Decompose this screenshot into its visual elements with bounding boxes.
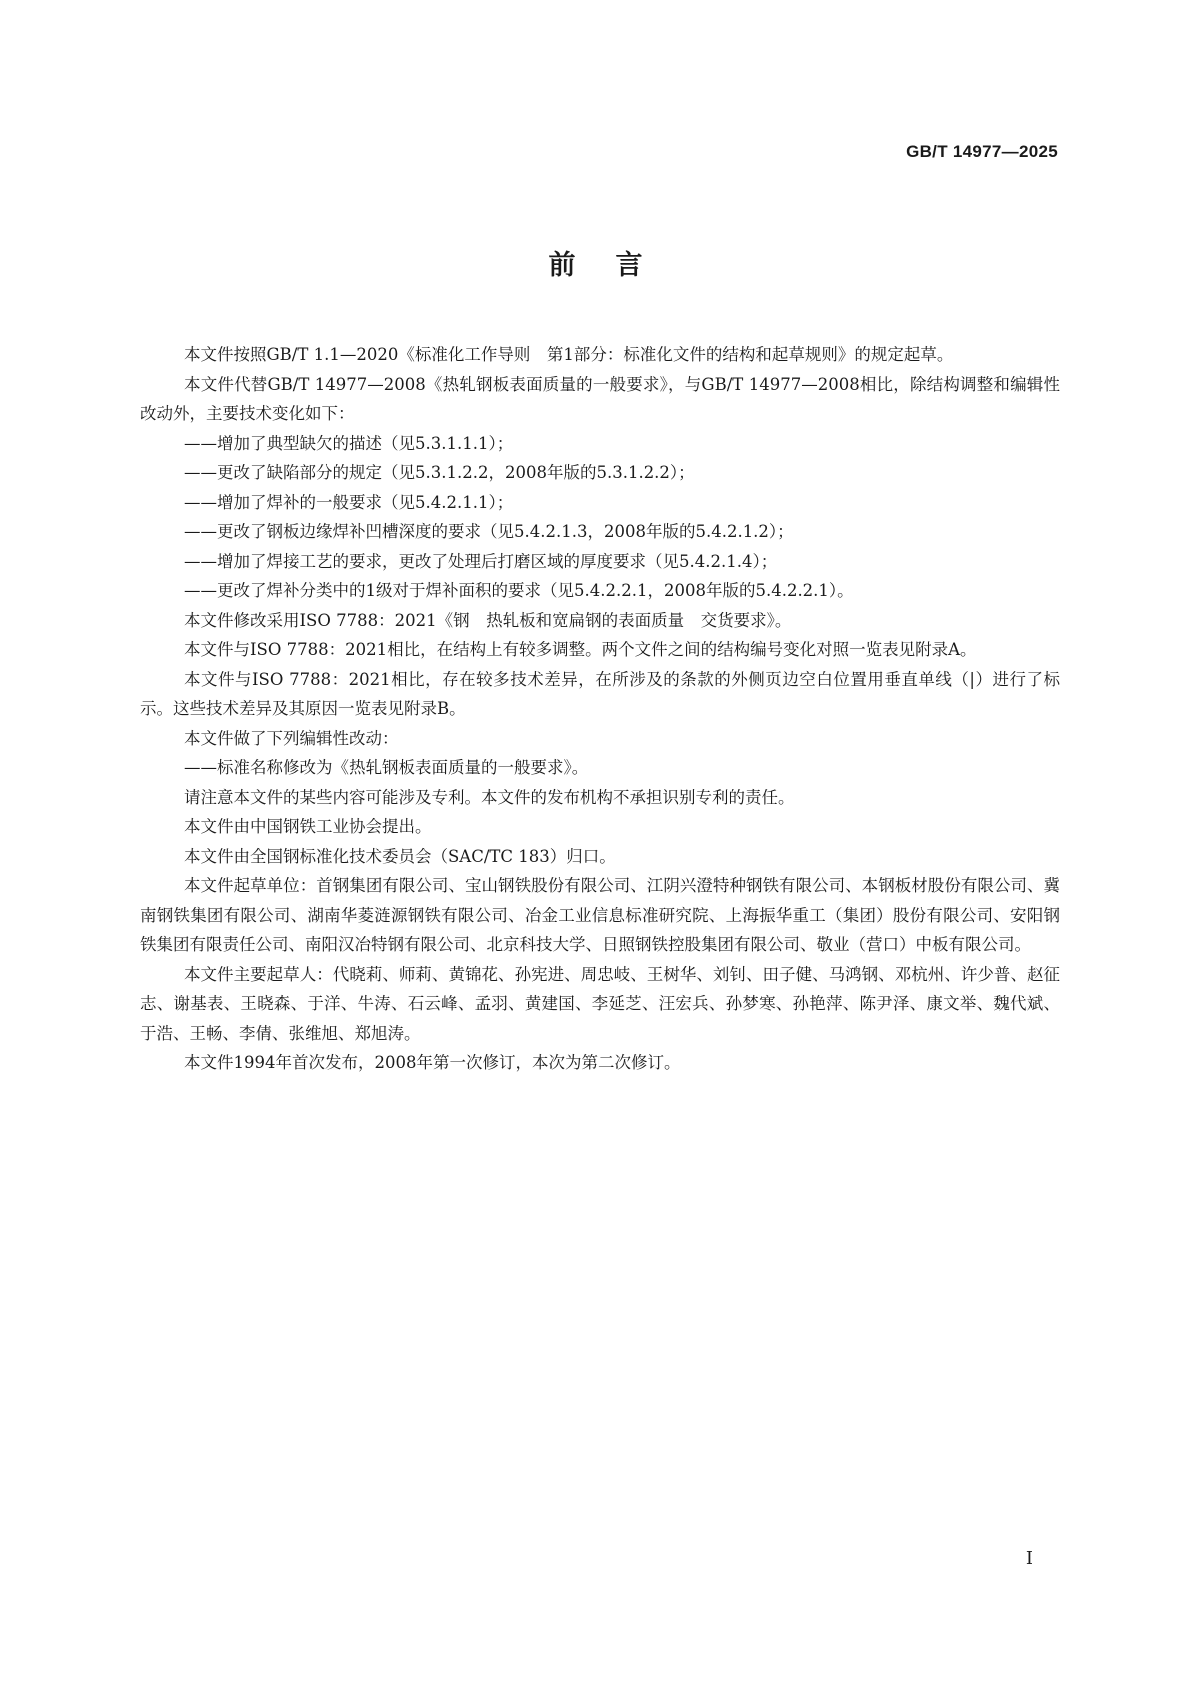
- change-item: ——更改了缺陷部分的规定（见5.3.1.2.2，2008年版的5.3.1.2.2）；: [184, 463, 695, 482]
- paragraph-drafters: 本文件主要起草人：代晓莉、师莉、黄锦花、孙宪进、周忠岐、王树华、刘钊、田子健、马鸿钢、邓杭州、许少普、赵征志、谢基表、王晓森、于洋、牛涛、石云峰、孟羽、黄建国、李延芝、汪宏兵、孙梦寒、孙艳萍、陈尹泽、康文举、魏代斌、于浩、王畅、李倩、张维旭、郑旭涛。: [140, 964, 1060, 1043]
- change-item: ——增加了典型缺欠的描述（见5.3.1.1.1）；: [184, 433, 514, 453]
- paragraph-drafting-rules: 本文件按照GB/T 1.1—2020《标准化工作导则 第1部分：标准化文件的结构和起草规则》的规定起草。: [184, 345, 954, 364]
- paragraph-technical-deviations: 本文件与ISO 7788：2021相比，存在较多技术差异，在所涉及的条款的外侧页边空白位置用垂直单线（|）进行了标示。这些技术差异及其原因一览表见附录B。: [140, 669, 1060, 718]
- paragraph-structure-changes: 本文件与ISO 7788：2021相比，在结构上有较多调整。两个文件之间的结构编号变化对照一览表见附录A。: [184, 640, 977, 659]
- change-item: ——更改了焊补分类中的1级对于焊补面积的要求（见5.4.2.2.1，2008年版的5.4.2.2.1）。: [184, 581, 854, 600]
- paragraph-proposer: 本文件由中国钢铁工业协会提出。: [184, 817, 432, 836]
- change-item: ——增加了焊接工艺的要求，更改了处理后打磨区域的厚度要求（见5.4.2.1.4）；: [184, 551, 778, 571]
- paragraph-drafting-organizations: 本文件起草单位：首钢集团有限公司、宝山钢铁股份有限公司、江阴兴澄特种钢铁有限公司、本钢板材股份有限公司、冀南钢铁集团有限公司、湖南华菱涟源钢铁有限公司、冶金工业信息标准研究院、上海振华重工（集团）股份有限公司、安阳钢铁集团有限责任公司、南阳汉冶特钢有限公司、北京科技大学、日照钢铁控股集团有限公司、敬业（营口）中板有限公司。: [140, 876, 1060, 954]
- page-number: I: [1025, 1548, 1033, 1569]
- page-title: 前言: [548, 250, 683, 281]
- change-item: ——增加了焊补的一般要求（见5.4.2.1.1）；: [184, 492, 514, 512]
- paragraph-replacement: 本文件代替GB/T 14977—2008《热轧钢板表面质量的一般要求》，与GB/T 14977—2008相比，除结构调整和编辑性改动外，主要技术变化如下：: [140, 374, 1060, 423]
- paragraph-editorial-intro: 本文件做了下列编辑性改动：: [184, 728, 399, 748]
- foreword-body: [140, 340, 1060, 1078]
- paragraph-iso-adoption: 本文件修改采用ISO 7788：2021《钢 热轧板和宽扁钢的表面质量 交货要求》。: [184, 610, 792, 630]
- document-number: GB/T 14977—2025: [906, 142, 1058, 161]
- paragraph-history: 本文件1994年首次发布，2008年第一次修订，本次为第二次修订。: [184, 1053, 681, 1072]
- paragraph-patent-notice: 请注意本文件的某些内容可能涉及专利。本文件的发布机构不承担识别专利的责任。: [184, 787, 795, 807]
- change-item: ——更改了钢板边缘焊补凹槽深度的要求（见5.4.2.1.3，2008年版的5.4.2.1.2）；: [184, 522, 794, 541]
- editorial-change-item: ——标准名称修改为《热轧钢板表面质量的一般要求》。: [184, 758, 589, 777]
- paragraph-committee: 本文件由全国钢标准化技术委员会（SAC/TC 183）归口。: [184, 846, 616, 866]
